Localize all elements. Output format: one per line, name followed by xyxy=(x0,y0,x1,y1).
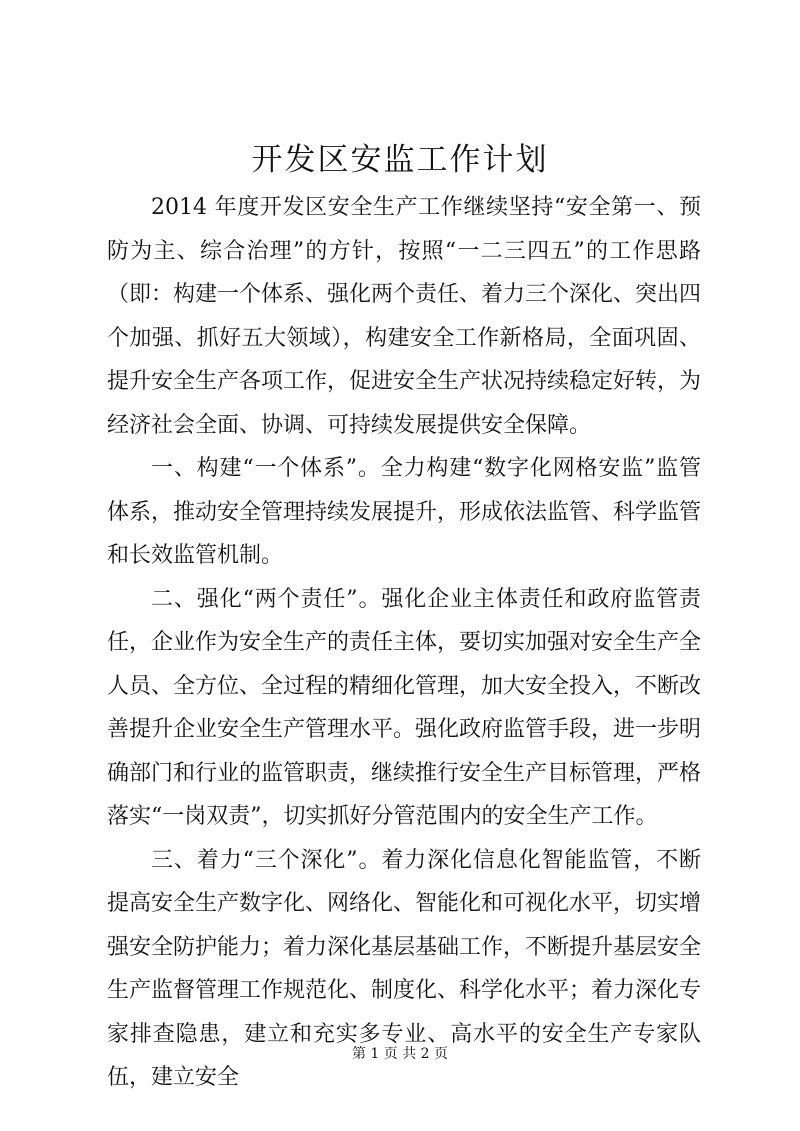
paragraph-section-one: 一、构建“一个体系”。全力构建“数字化网格安监”监管体系，推动安全管理持续发展提升，形成依法监管、科学监管和长效监管机制。 xyxy=(107,456,702,568)
paragraph-section-two: 二、强化“两个责任”。强化企业主体责任和政府监管责任，企业作为安全生产的责任主体，要切实加强对安全生产全人员、全方位、全过程的精细化管理，加大安全投入，不断改善提升企业安全生产管理水平。强化政府监管手段，进一步明确部门和行业的监管职责，继续推行安全生产目标管理，严格落实“一岗双责”，切实抓好分管范围内的安全生产工作。 xyxy=(107,586,702,829)
page-footer: 第 1 页 共 2 页 xyxy=(351,1046,449,1062)
document-body xyxy=(107,186,701,1100)
paragraph-section-three: 三、着力“三个深化”。着力深化信息化智能监管，不断提高安全生产数字化、网络化、智能化和可视化水平，切实增强安全防护能力；着力深化基层基础工作，不断提升基层安全生产监督管理工作规范化、制度化、科学化水平；着力深化专家排查隐患，建立和充实多专业、高水平的安全生产专家队伍，建立安全 xyxy=(107,847,702,1090)
paragraph-intro: 2014 年度开发区安全生产工作继续坚持“安全第一、预防为主、综合治理”的方针，按照“一二三四五”的工作思路（即：构建一个体系、强化两个责任、着力三个深化、突出四个加强、抓好五大领域），构建安全工作新格局，全面巩固、提升安全生产各项工作，促进安全生产状况持续稳定好转，为经济社会全面、协调、可持续发展提供安全保障。 xyxy=(107,195,702,438)
document-title: 开发区安监工作计划 xyxy=(251,142,549,178)
